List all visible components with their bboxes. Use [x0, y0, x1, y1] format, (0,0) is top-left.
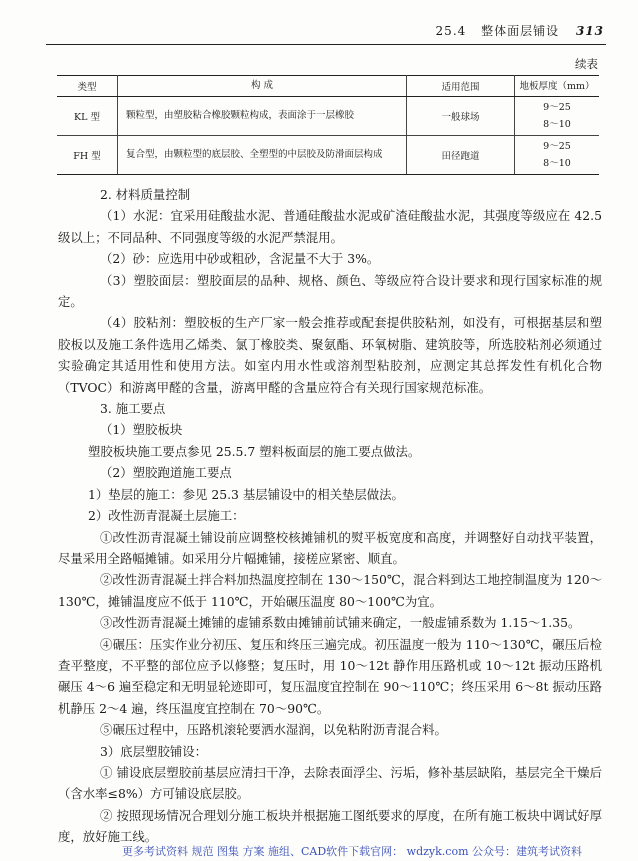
paragraph: （1）水泥：宜采用硅酸盐水泥、普通硅酸盐水泥或矿渣硅酸盐水泥，其强度等级应在 42.5 级以上；不同品种、不同强度等级的水泥严禁混用。 — [58, 208, 602, 245]
thickness-line-1: 9～25 — [543, 141, 571, 152]
cell-type: KL 型 — [57, 97, 118, 136]
table-header-row — [57, 76, 599, 97]
table-caption: 续表 — [575, 57, 598, 71]
thickness-line-2: 8～10 — [543, 119, 571, 130]
header-rule — [46, 44, 606, 45]
cell-scope: 一般球场 — [407, 97, 515, 136]
col-header-type: 类型 — [57, 76, 118, 97]
section-number: 25.4 — [435, 24, 467, 38]
section-heading: 2. 材料质量控制 — [100, 187, 191, 202]
col-header-thickness: 地板厚度（mm） — [515, 76, 600, 97]
col-header-composition: 构 成 — [118, 76, 407, 97]
cell-thickness — [515, 136, 600, 175]
table-row — [57, 97, 599, 136]
paragraph: ④碾压：压实作业分初压、复压和终压三遍完成。初压温度一般为 110～130℃，碾压后检查平整度，不平整的部位应予以修整；复压时，用 10～12t 静作用压路机或 10～12t 振动压路机碾压 4～6 遍至稳定和无明显轮迹即可，复压温度宜控制在 90～110℃；终压采用 6～8t 振动压路机静压 2～4 遍，终压温度宜控制在 70～90℃。 — [58, 636, 602, 716]
paragraph: （4）胶粘剂：塑胶板的生产厂家一般会推荐或配套提供胶粘剂，如没有，可根据基层和塑胶板以及施工条件选用乙烯类、氯丁橡胶类、聚氨酯、环氧树脂、建筑胶等，所选胶粘剂必须通过实验确定其适用性和使用方法。如室内用水性或溶剂型粘胶剂，应测定其总挥发性有机化合物（TVOC）和游离甲醛的含量，游离甲醛的含量应符合有关现行国家规范标准。 — [58, 315, 602, 395]
paragraph: 1）垫层的施工：参见 25.3 基层铺设中的相关垫层做法。 — [88, 486, 404, 502]
cell-composition: 颗粒型，由塑胶粘合橡胶颗粒构成，表面涂于一层橡胶 — [118, 97, 407, 136]
paragraph: ②改性沥青混凝土拌合料加热温度控制在 130～150℃，混合料到达工地控制温度为 120～130℃，摊铺温度应不低于 110℃，开始碾压温度 80～100℃为宜。 — [58, 572, 602, 609]
cell-type: FH 型 — [57, 136, 118, 175]
body-text — [58, 184, 602, 848]
thickness-line-2: 8～10 — [543, 158, 571, 169]
cell-composition: 复合型，由颗粒型的底层胶、全塑型的中层胶及防滑面层构成 — [118, 136, 407, 175]
paragraph: （3）塑胶面层：塑胶面层的品种、规格、颜色、等级应符合设计要求和现行国家标准的规定。 — [58, 272, 602, 310]
section-title: 整体面层铺设 — [481, 24, 560, 38]
paragraph: ② 按照现场情况合理划分施工板块并根据施工图纸要求的厚度，在所有施工板块中调试好厚度，放好施工线。 — [58, 807, 602, 845]
subheading: 3）底层塑胶铺设： — [100, 743, 208, 759]
paragraph: ① 铺设底层塑胶前基层应清扫干净，去除表面浮尘、污垢，修补基层缺陷，基层完全干燥后（含水率≤8%）方可铺设底层胶。 — [58, 764, 602, 802]
paragraph: （2）砂：应选用中砂或粗砂，含泥量不大于 3%。 — [100, 251, 380, 267]
section-heading: 3. 施工要点 — [100, 401, 166, 417]
thickness-line-1: 9～25 — [543, 102, 571, 113]
subheading: （1）塑胶板块 — [100, 422, 183, 438]
running-header — [436, 22, 604, 39]
paragraph: 2）改性沥青混凝土层施工： — [88, 508, 245, 524]
paragraph: ①改性沥青混凝土铺设前应调整校核摊铺机的熨平板宽度和高度，并调整好自动找平装置，尽量采用全路幅摊铺。如采用分片幅摊铺，接槎应紧密、顺直。 — [58, 529, 602, 566]
footer-link[interactable]: 更多考试资料 规范 图集 方案 施组、CAD软件下载官网： wdzyk.com 公众号：建筑考试资料 — [122, 845, 582, 858]
subheading: （2）塑胶跑道施工要点 — [100, 465, 232, 481]
paragraph: ⑤碾压过程中，压路机滚轮要洒水湿润，以免粘附沥青混合料。 — [100, 722, 447, 738]
spec-table — [57, 75, 599, 175]
table-row — [57, 136, 599, 175]
cell-scope: 田径跑道 — [407, 136, 515, 175]
col-header-scope: 适用范围 — [407, 76, 515, 97]
paragraph: ③改性沥青混凝土摊铺的虚铺系数由摊铺前试铺来确定，一般虚铺系数为 1.15～1.35。 — [100, 615, 581, 631]
page-number: 313 — [575, 24, 604, 38]
cell-thickness — [515, 97, 600, 136]
paragraph: 塑胶板块施工要点参见 25.5.7 塑料板面层的施工要点做法。 — [88, 443, 421, 459]
